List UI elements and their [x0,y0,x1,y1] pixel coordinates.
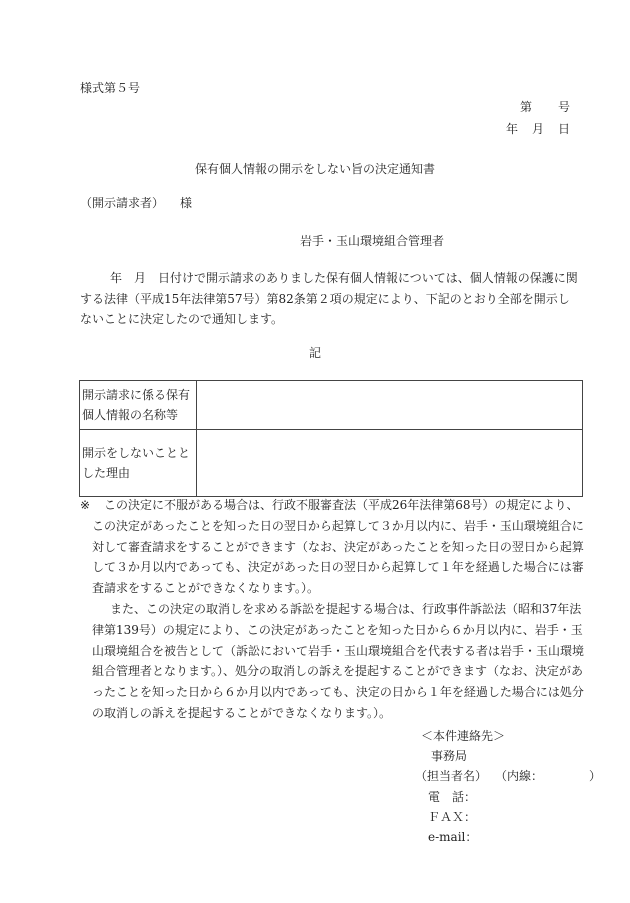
table-row [80,381,583,430]
contact-office: 事務局 [431,749,468,764]
contact-block [415,726,601,847]
addressee [80,195,192,211]
extension-close: ） [589,769,602,784]
form-number: 様式第５号 [80,81,141,95]
issue-date [506,121,570,137]
table-row [80,430,583,497]
body-text: 年 月 日付けで開示請求のありました保有個人情報については、個人情報の保護に関する法律（平成15年法律第57号）第82条第２項の規定により、下記のとおり全部を開示しないことに決定したので通知します。 [80,271,578,326]
row-label-info-name: 開示請求に係る保有個人情報の名称等 [80,381,197,430]
person-label: （担当者名） [415,769,488,784]
note-mark: ※ [80,498,91,512]
note-paragraph-lawsuit: また、この決定の取消しを求める訴訟を提起する場合は、行政事件訴訟法（昭和37年法律第139号）の規定により、この決定があったことを知った日から６か月以内に、岩手・玉山環境組合を被告として（訴訟において岩手・玉山環境組合を代表する者は岩手・玉山環境組合管理者となります。）、処分の取消しの訴えを提起することができます（なお、決定があったことを知った日から６か月以内であっても、決定の日から１年を経過した場合には処分の取消しの訴えを提起することができなくなります。）。 [92,601,585,720]
contact-heading: ＜本件連絡先＞ [421,729,506,743]
doc-number-suffix: 号 [557,100,570,114]
addressee-honorific: 様 [180,196,193,210]
issuer: 岩手・玉山環境組合管理者 [300,234,445,248]
date-day: 日 [557,122,570,136]
appeal-note [80,495,588,724]
row-value-info-name [197,381,583,430]
ki-heading: 記 [308,346,321,360]
extension-label: （内線： [495,769,544,784]
row-value-reason [197,430,583,497]
addressee-label: （開示請求者） [80,196,165,210]
note-paragraph-review: この決定に不服がある場合は、行政不服審査法（平成26年法律第68号）の規定により、この決定があったことを知った日の翌日から起算して３か月以内に、岩手・玉山環境組合に対して審査請求をすることができます（なお、決定があったことを知った日の翌日から起算して３か月以内であっても、決定があった日の翌日から起算して１年を経過した場合には審査請求をすることができなくなります。）。 [92,498,584,596]
date-month: 月 [531,122,544,136]
info-table [79,380,583,497]
document-number [520,99,570,115]
contact-person [415,766,601,786]
row-label-reason: 開示をしないこととした理由 [80,430,197,497]
contact-email: e-mail： [428,830,478,845]
document-title: 保有個人情報の開示をしない旨の決定通知書 [194,162,435,176]
contact-phone: 電 話： [428,789,477,804]
doc-number-prefix: 第 [519,100,532,114]
date-year: 年 [505,122,518,136]
contact-fax: ＦＡＸ： [428,809,477,824]
